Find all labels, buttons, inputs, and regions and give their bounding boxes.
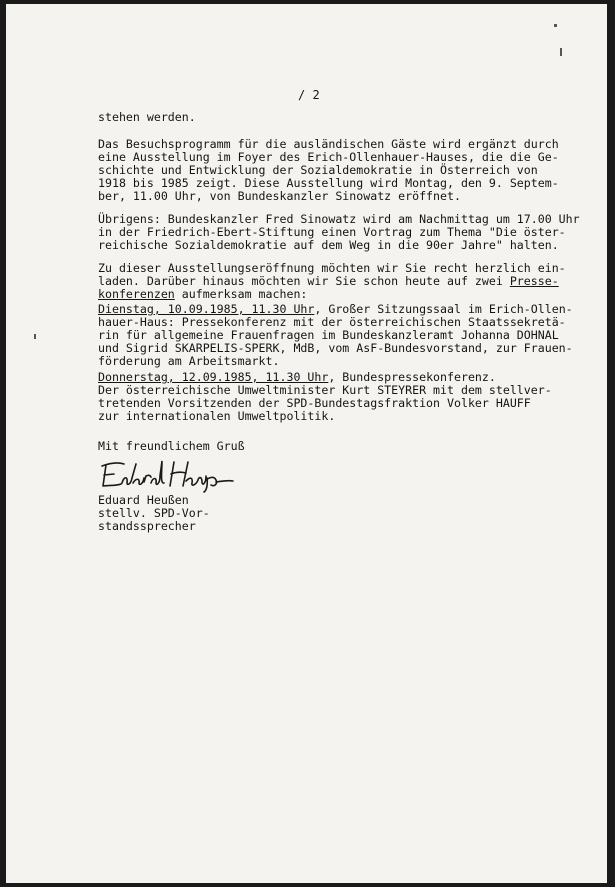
text-line: 1918 bis 1985 zeigt. Diese Ausstellung wird Montag, den 9. Septem- [98,176,559,190]
page-number: / 2 [298,88,320,102]
letter-page [6,4,607,883]
underlined-text: Presse- [509,274,559,288]
text-line: Der österreichische Umweltminister Kurt STEYRER mit dem stellver- [98,383,552,397]
text-line: rin für allgemeine Frauenfragen im Bundeskanzleramt Johanna DOHNAL [98,328,559,342]
text-line: und Sigrid SKARPELIS-SPERK, MdB, vom AsF-Bundesvorstand, zur Frauen- [98,341,573,355]
text-line: stehen werden. [98,110,196,124]
text-line: ber, 11.00 Uhr, von Bundeskanzler Sinowatz eröffnet. [98,189,461,203]
signer-title: standssprecher [98,519,196,533]
text-segment: laden. Darüber hinaus möchten wir Sie schon heute auf zwei [98,274,510,288]
signer-title: stellv. SPD-Vor- [98,506,210,520]
scan-speck [34,334,36,339]
signer-name: Eduard Heußen [98,493,189,507]
text-line: tretenden Vorsitzenden der SPD-Bundestagsfraktion Volker HAUFF [98,396,531,410]
text-segment: aufmerksam machen: [174,287,308,301]
scan-speck [554,24,557,27]
text-line: förderung am Arbeitsmarkt. [98,354,280,368]
text-line [98,288,307,301]
text-line: Zu dieser Ausstellungseröffnung möchten wir Sie recht herzlich ein- [98,261,566,275]
text-line: reichische Sozialdemokratie auf dem Weg in die 90er Jahre" halten. [98,238,559,252]
text-line: eine Ausstellung im Foyer des Erich-Ollenhauer-Hauses, die die Ge- [98,150,559,164]
closing-greeting: Mit freundlichem Gruß [98,439,245,453]
event-date: Donnerstag, 12.09.1985, 11.30 Uhr [98,370,329,384]
text-line: hauer-Haus: Pressekonferenz mit der österreichischen Staatssekretä- [98,315,566,329]
text-line: schichte und Entwicklung der Sozialdemokratie in Österreich von [98,163,538,177]
scan-speck [560,48,562,56]
underlined-text: konferenzen [98,287,175,301]
text-line: Das Besuchsprogramm für die ausländischen Gäste wird ergänzt durch [98,137,559,151]
text-line: in der Friedrich-Ebert-Stiftung einen Vortrag zum Thema "Die öster- [98,225,566,239]
event-date: Dienstag, 10.09.1985, 11.30 Uhr [98,302,315,316]
text-line: zur internationalen Umweltpolitik. [98,409,336,423]
text-segment: , Großer Sitzungssaal im Erich-Ollen- [314,302,573,316]
text-segment: , Bundespressekonferenz. [328,370,496,384]
handwritten-signature [96,456,236,494]
text-line: Übrigens: Bundeskanzler Fred Sinowatz wird am Nachmittag um 17.00 Uhr [98,212,580,226]
